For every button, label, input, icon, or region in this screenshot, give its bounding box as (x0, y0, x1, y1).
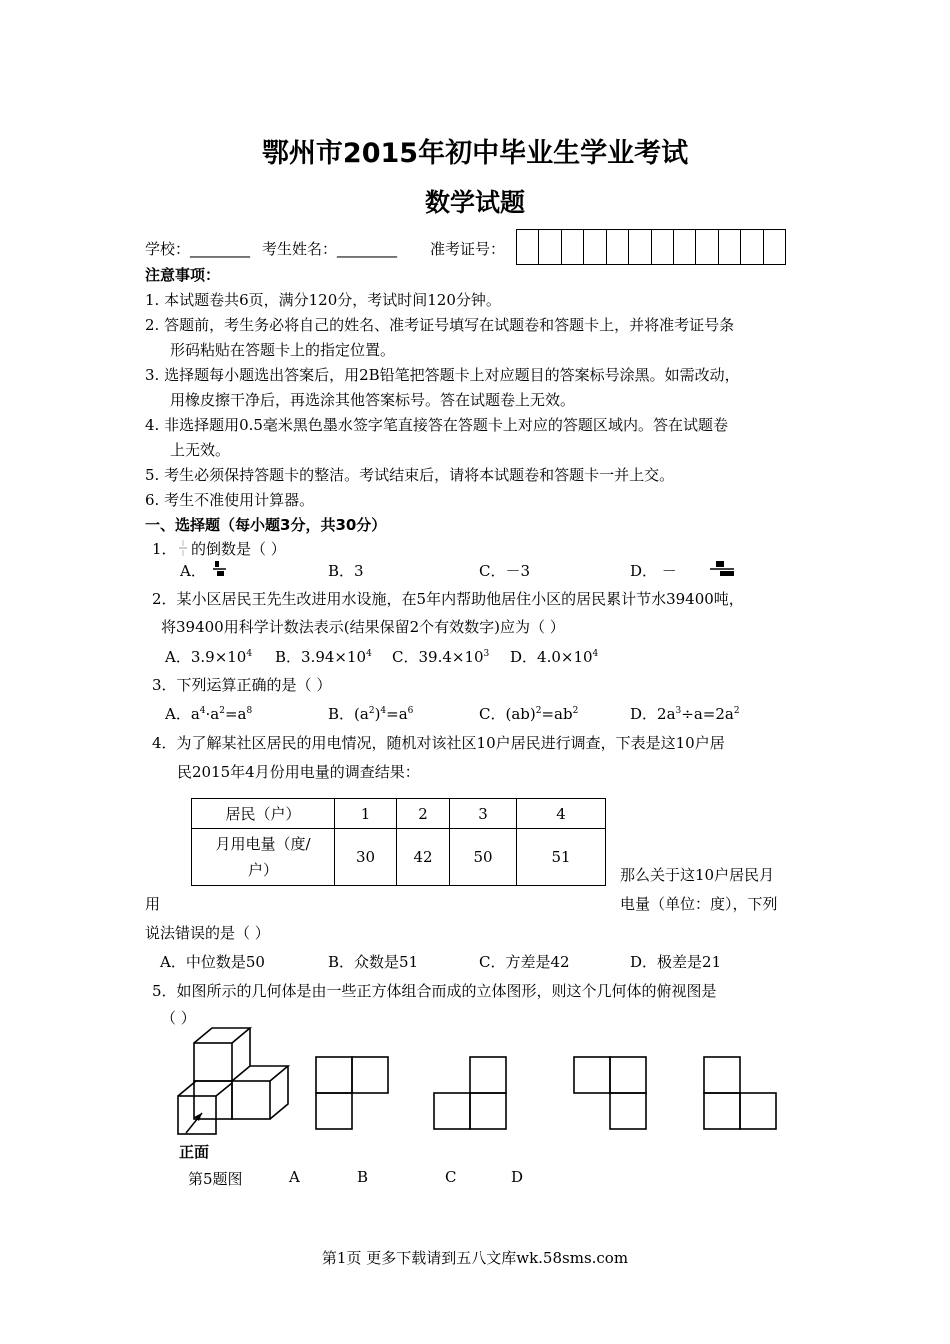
notice-item: 4. 非选择题用0.5毫米黑色墨水签字笔直接答在答题卡上对应的答题区域内。答在试题卷 (145, 416, 728, 434)
q3-option-c: C．$(ab)^2=ab^2$ (479, 705, 579, 723)
table-cell: 42 (397, 829, 450, 886)
table-cell: 1 (335, 799, 397, 829)
q5-option-a-view (314, 1055, 392, 1131)
table-header-cell: 月用电量（度/ 户） (192, 829, 335, 886)
notice-item: 5. 考生必须保持答题卡的整洁。考试结束后，请将本试题卷和答题卡一并上交。 (145, 466, 675, 484)
q5-option-d-label: D (511, 1168, 524, 1186)
q5-line1: 5．如图所示的几何体是由一些正方体组合而成的立体图形，则这个几何体的俯视图是 (152, 982, 717, 1000)
notice-item: 3. 选择题每小题选出答案后，用2B铅笔把答题卡上对应题目的答案标号涂黑。如需改动， (145, 366, 740, 384)
q4-option-b: B．众数是51 (328, 953, 419, 971)
student-name-field-label: 考生姓名：________ (262, 240, 398, 258)
q4-line2: 民2015年4月份用电量的调查结果： (177, 763, 420, 781)
q5-option-d-view (702, 1055, 780, 1131)
q4-option-d: D．极差是21 (630, 953, 722, 971)
q2-option-a: A．$3.9\times 10^4$ (165, 648, 253, 666)
q1-option-a: A． (180, 562, 206, 580)
school-field-label: 学校：________ (145, 240, 251, 258)
q5-figure-caption: 第5题图 (188, 1170, 243, 1188)
front-view-label: 正面 (179, 1143, 210, 1161)
q2-option-c: C．$39.4\times 10^3$ (392, 648, 490, 666)
q5-option-b-view (432, 1055, 510, 1131)
notice-item: 用橡皮擦干净后，再选涂其他答案标号。答在试题卷上无效。 (170, 391, 576, 409)
notice-item: 6. 考生不准使用计算器。 (145, 491, 315, 509)
table-cell: 50 (450, 829, 517, 886)
q2-option-b: B．$3.94\times 10^4$ (275, 648, 372, 666)
section-heading: 一、选择题（每小题3分，共30分） (145, 516, 387, 534)
q2-line1: 2．某小区居民王先生改进用水设施，在5年内帮助他居住小区的居民累计节水39400吨， (152, 590, 744, 608)
q1-option-b: B．3 (328, 562, 364, 580)
exam-id-boxes[interactable] (516, 229, 786, 265)
q3-option-b: B．$(a^2)^4=a^6$ (328, 705, 414, 723)
q2-option-d: D．$4.0\times 10^4$ (510, 648, 599, 666)
q5-line2: （ ） (161, 1009, 196, 1027)
q4-table (191, 798, 606, 886)
q4-side-text: 电量（单位：度），下列 (620, 895, 778, 913)
q1-number: 1． (152, 540, 177, 558)
table-cell: 30 (335, 829, 397, 886)
q1-option-c: C．－3 (479, 562, 531, 580)
table-cell: 3 (450, 799, 517, 829)
q4-option-a: A．中位数是50 (160, 953, 265, 971)
notice-item: 上无效。 (170, 441, 231, 459)
notice-item: 1. 本试题卷共6页，满分120分，考试时间120分钟。 (145, 291, 501, 309)
q3-option-d: D．$2a^3\div a=2a^2$ (630, 705, 740, 723)
notice-item: 形码粘贴在答题卡上的指定位置。 (170, 341, 396, 359)
exam-id-label: 准考证号： (430, 240, 506, 258)
q3-option-a: A．$a^4\cdot a^2=a^8$ (165, 705, 253, 723)
table-cell: 2 (397, 799, 450, 829)
table-cell: 4 (517, 799, 606, 829)
q1-option-d: D． － (630, 562, 677, 580)
q4-line1: 4．为了解某社区居民的用电情况，随机对该社区10户居民进行调查，下表是这10户居 (152, 734, 725, 752)
q1-fraction-image (176, 538, 190, 558)
q5-option-c-label: C (445, 1168, 457, 1186)
notice-item: 2. 答题前，考生务必将自己的姓名、准考证号填写在试题卷和答题卡上，并将准考证号条 (145, 316, 735, 334)
table-cell: 51 (517, 829, 606, 886)
q4-side-text: 那么关于这10户居民月 (620, 866, 775, 884)
q3-stem: 3．下列运算正确的是（ ） (152, 676, 332, 694)
q1-stem: 的倒数是（ ） (191, 540, 286, 558)
q4-option-c: C．方差是42 (479, 953, 570, 971)
q2-line2: 将39400用科学计数法表示(结果保留2个有效数字)应为（ ） (161, 618, 565, 636)
page-footer: 第1页 更多下载请到五八文库wk.58sms.com (321, 1249, 629, 1267)
exam-title: 鄂州市2015年初中毕业生学业考试 (261, 138, 689, 169)
q5-option-a-label: A (289, 1168, 300, 1186)
q5-option-c-view (572, 1055, 650, 1131)
notice-heading: 注意事项： (145, 266, 221, 284)
exam-subtitle: 数学试题 (424, 188, 525, 217)
q5-option-b-label: B (357, 1168, 369, 1186)
q4-line3: 说法错误的是（ ） (145, 924, 270, 942)
q4-left-word: 用 (145, 895, 161, 913)
table-header-cell: 居民（户） (192, 799, 335, 829)
q1-option-a-fraction (212, 559, 228, 579)
q1-option-d-fraction (708, 559, 738, 579)
q5-solid-figure (170, 1025, 300, 1140)
